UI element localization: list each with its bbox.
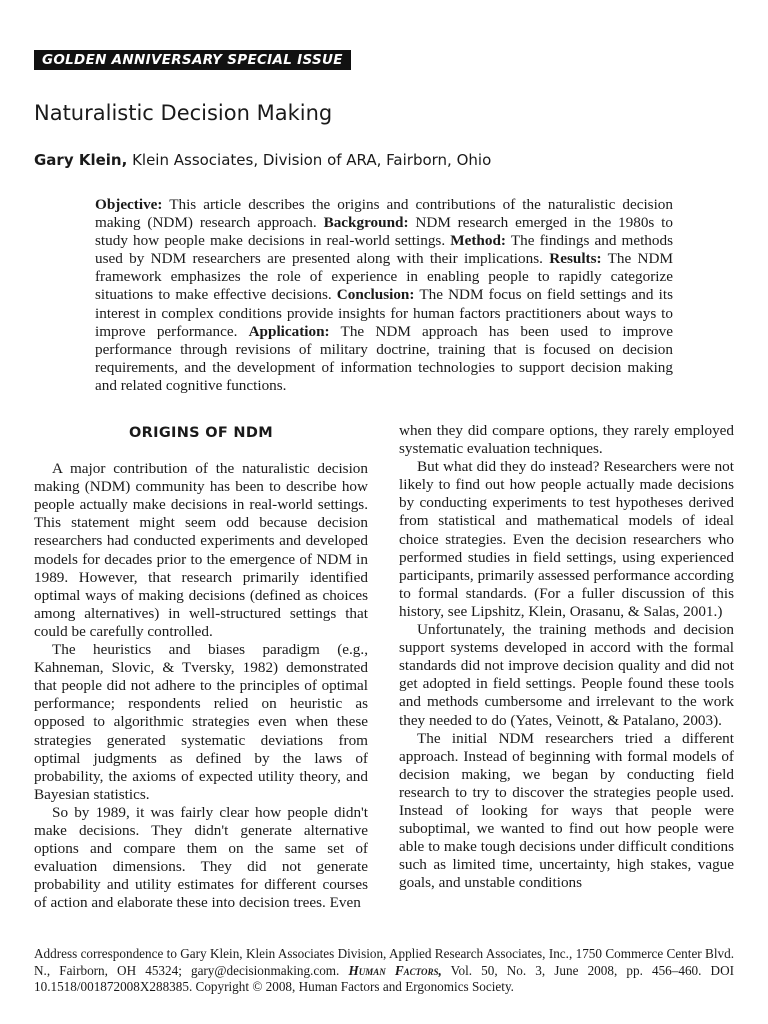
abstract-background-label: Background: xyxy=(323,214,409,232)
footnote-citation: Vol. 50, No. 3, June 2008, pp. 456–460. DOI 10.1518/001872008X288385. Copyright © 2008, Human Factors and Ergonomics Society. xyxy=(34,962,734,994)
abstract-method-text: The findings and methods used by NDM researchers are presented along with their implications. xyxy=(95,232,674,268)
body-paragraph: The initial NDM researchers tried a different approach. Instead of beginning with formal models of decision making, we began by conducting field research to try to discover the strategies people used. Instead of looking for ways that people were suboptimal, we wanted to find out how people were able to make tough decisions under difficult conditions such as limited time, uncertainty, high stakes, vague goals, and unstable conditions xyxy=(399,729,734,892)
author-affiliation: Klein Associates, Division of ARA, Fairborn, Ohio xyxy=(127,151,492,169)
body-paragraph: But what did they do instead? Researchers were not likely to find out how people actually made decisions by conducting experiments to test hypotheses derived from statistical and mathematical models of ideal choice strategies. Even the decision researchers who performed studies in field settings, using experienced participants, primarily assessed performance according to formal standards. (For a fuller discussion of this history, see Lipshitz, Klein, Orasanu, & Salas, 2001.) xyxy=(399,458,734,620)
abstract-conclusion-text: The NDM focus on field settings and its interest in complex conditions provide insights for human factors practitioners about ways to improve performance. xyxy=(95,286,673,340)
body-paragraph: when they did compare options, they rarely employed systematic evaluation techniques. xyxy=(399,422,734,458)
body-paragraph: So by 1989, it was fairly clear how people didn't make decisions. They didn't generate alternative options and compare them on the same set of evaluation dimensions. They did not generate probability and utility estimates for different courses of action and elaborate these into decision trees. Even xyxy=(34,803,368,912)
abstract xyxy=(95,196,673,395)
body-paragraph: A major contribution of the naturalistic decision making (NDM) community has been to describe how people actually make decisions in real-world settings. This statement might seem odd because decision researchers had conducted experiments and developed models for decades prior to the emergence of NDM in 1989. However, that research primarily identified optimal ways of making decisions (defined as choices among alternatives) in well-structured settings that could be carefully controlled. xyxy=(34,460,368,640)
abstract-background-text: NDM research emerged in the 1980s to study how people make decisions in real-world settings. xyxy=(95,214,673,250)
section-heading: ORIGINS OF NDM xyxy=(129,425,273,441)
body-paragraph: Unfortunately, the training methods and decision support systems developed in accord with the formal standards did not improve decision quality and did not get adopted in field settings. People found these tools and methods cumbersome and irrelevant to the work they needed to do (Yates, Veinott, & Patalano, 2003). xyxy=(399,621,734,729)
abstract-objective-text: This article describes the origins and contributions of the naturalistic decision making (NDM) research approach. xyxy=(95,196,673,232)
abstract-results-text: The NDM framework emphasizes the role of experience in enabling people to rapidly categorize situations to make effective decisions. xyxy=(95,250,673,304)
footnote-address: Address correspondence to Gary Klein, Klein Associates Division, Applied Research Associates, Inc., 1750 Commerce Center Blvd. N., Fairborn, OH 45324; gary@decisionmaking.com. xyxy=(34,946,734,978)
abstract-objective-label: Objective: xyxy=(95,196,163,213)
author-name: Gary Klein, xyxy=(34,151,128,169)
abstract-application-text: The NDM approach has been used to improve performance through revisions of military doctrine, training that is focused on decision requirements, and the development of information technologies to support decision making and related cognitive functions. xyxy=(95,322,673,394)
right-column xyxy=(399,422,734,892)
body-paragraph: The heuristics and biases paradigm (e.g., Kahneman, Slovic, & Tversky, 1982) demonstrated that people did not adhere to the principles of optimal performance; respondents relied on heuristic as opposed to algorithmic strategies even when these strategies generated systematic deviations from optimal judgments as defined by the laws of probability, the axioms of expected utility theory, and Bayesian statistics. xyxy=(34,641,368,803)
left-column xyxy=(34,424,368,912)
article-title: Naturalistic Decision Making xyxy=(34,101,333,125)
abstract-conclusion-label: Conclusion: xyxy=(336,286,415,304)
abstract-application-label: Application: xyxy=(248,322,330,340)
byline xyxy=(34,151,491,169)
correspondence-footnote xyxy=(34,946,734,996)
journal-name: Human Factors, xyxy=(348,962,442,978)
special-issue-banner: GOLDEN ANNIVERSARY SPECIAL ISSUE xyxy=(34,50,351,70)
abstract-method-label: Method: xyxy=(450,232,506,250)
abstract-results-label: Results: xyxy=(549,250,602,268)
